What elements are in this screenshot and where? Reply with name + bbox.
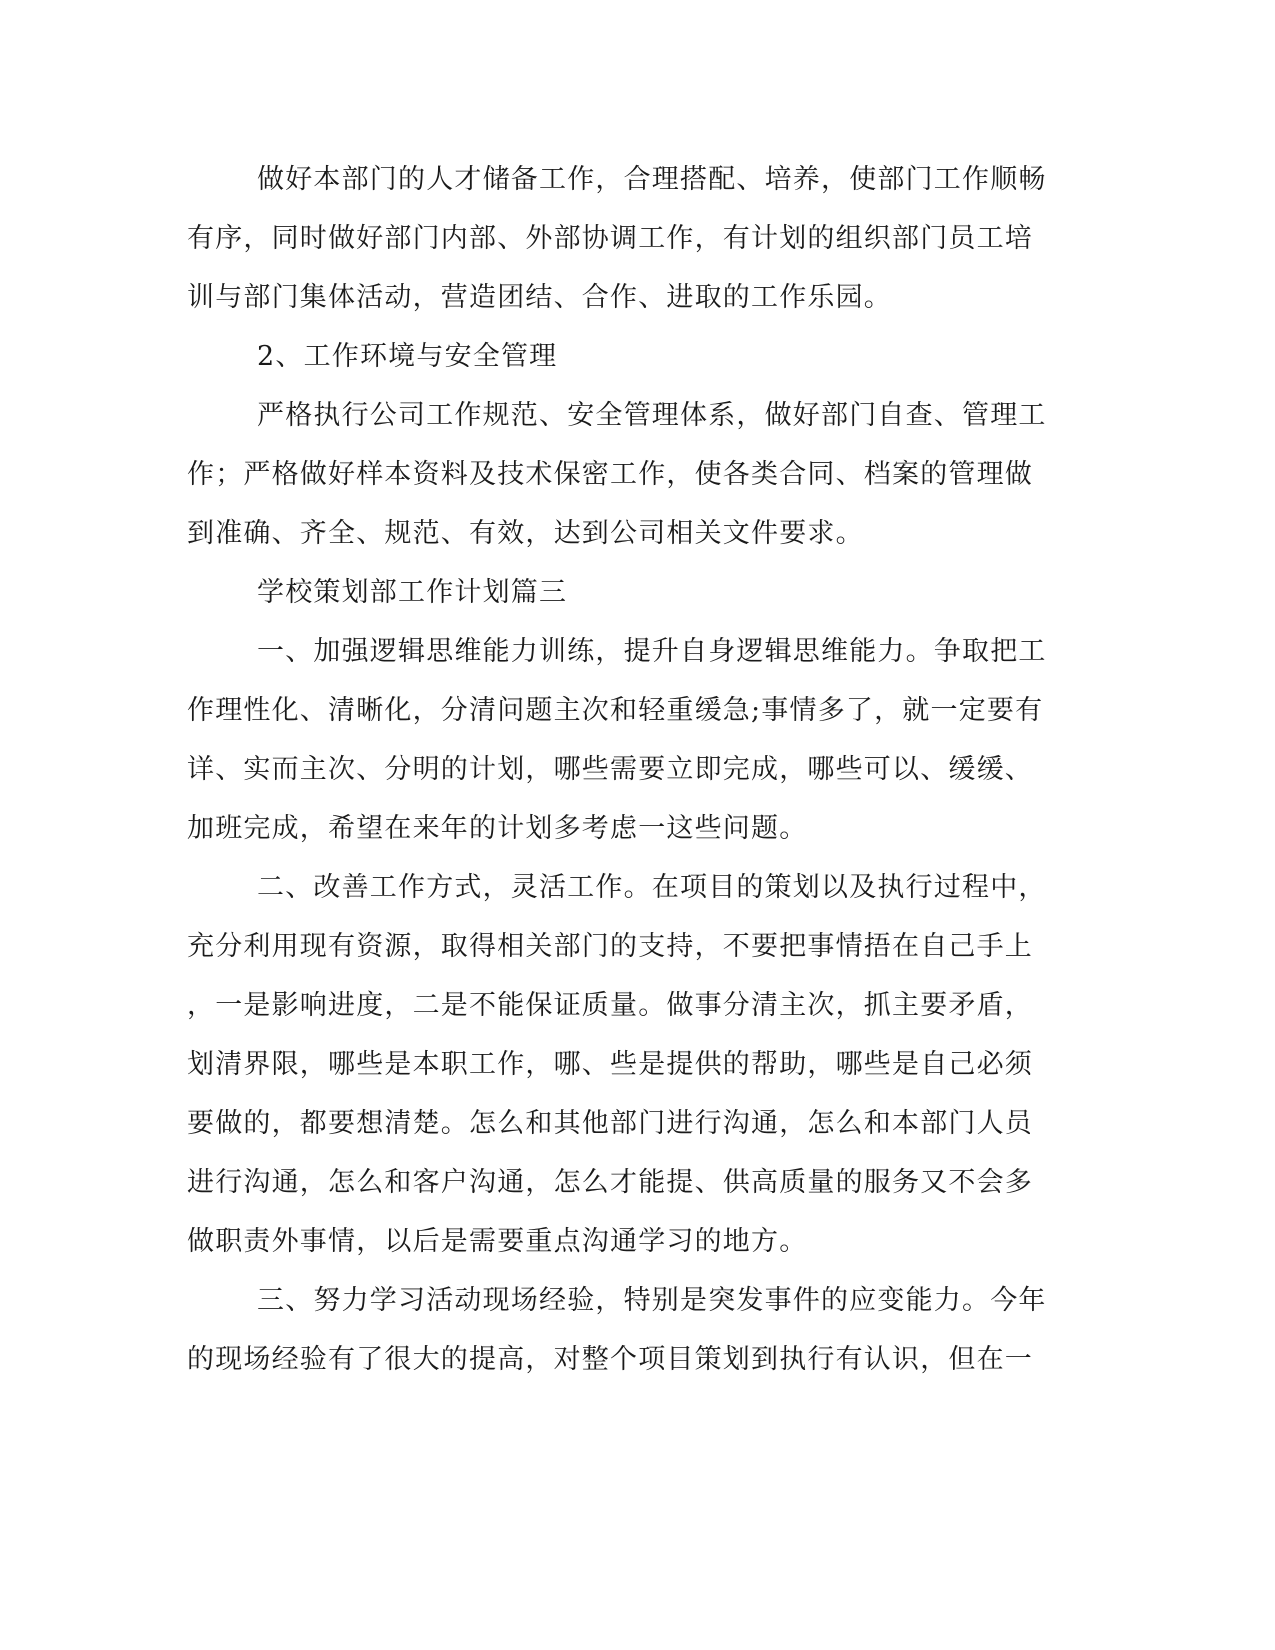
paragraph-line: 加班完成，希望在来年的计划多考虑一这些问题。 (187, 813, 808, 844)
section-heading: 2、工作环境与安全管理 (257, 341, 558, 372)
paragraph-line: 要做的，都要想清楚。怎么和其他部门进行沟通，怎么和本部门人员 (187, 1108, 1033, 1139)
paragraph-line: 充分利用现有资源，取得相关部门的支持，不要把事情捂在自己手上 (187, 931, 1033, 962)
paragraph-line: 作；严格做好样本资料及技术保密工作，使各类合同、档案的管理做 (187, 459, 1033, 490)
paragraph-line: 做好本部门的人才储备工作，合理搭配、培养，使部门工作顺畅 (257, 164, 1047, 195)
paragraph-line: 详、实而主次、分明的计划，哪些需要立即完成，哪些可以、缓缓、 (187, 754, 1033, 785)
paragraph-line: 训与部门集体活动，营造团结、合作、进取的工作乐园。 (187, 282, 892, 313)
paragraph-line: 做职责外事情，以后是需要重点沟通学习的地方。 (187, 1226, 808, 1257)
paragraph-line: ，一是影响进度，二是不能保证质量。做事分清主次，抓主要矛盾， (187, 990, 1033, 1021)
paragraph-line: 到准确、齐全、规范、有效，达到公司相关文件要求。 (187, 518, 864, 549)
paragraph-line: 作理性化、清晰化，分清问题主次和轻重缓急;事情多了，就一定要有 (187, 695, 1044, 726)
paragraph-line: 的现场经验有了很大的提高，对整个项目策划到执行有认识，但在一 (187, 1344, 1033, 1375)
paragraph-line: 划清界限，哪些是本职工作，哪、些是提供的帮助，哪些是自己必须 (187, 1049, 1033, 1080)
paragraph-line: 严格执行公司工作规范、安全管理体系，做好部门自查、管理工 (257, 400, 1047, 431)
paragraph-line: 进行沟通，怎么和客户沟通，怎么才能提、供高质量的服务又不会多 (187, 1167, 1033, 1198)
paragraph-line: 三、努力学习活动现场经验，特别是突发事件的应变能力。今年 (257, 1285, 1047, 1316)
paragraph-line: 一、加强逻辑思维能力训练，提升自身逻辑思维能力。争取把工 (257, 636, 1047, 667)
paragraph-line: 有序，同时做好部门内部、外部协调工作，有计划的组织部门员工培 (187, 223, 1033, 254)
paragraph-line: 二、改善工作方式，灵活工作。在项目的策划以及执行过程中， (257, 872, 1047, 903)
section-heading: 学校策划部工作计划篇三 (257, 577, 568, 608)
